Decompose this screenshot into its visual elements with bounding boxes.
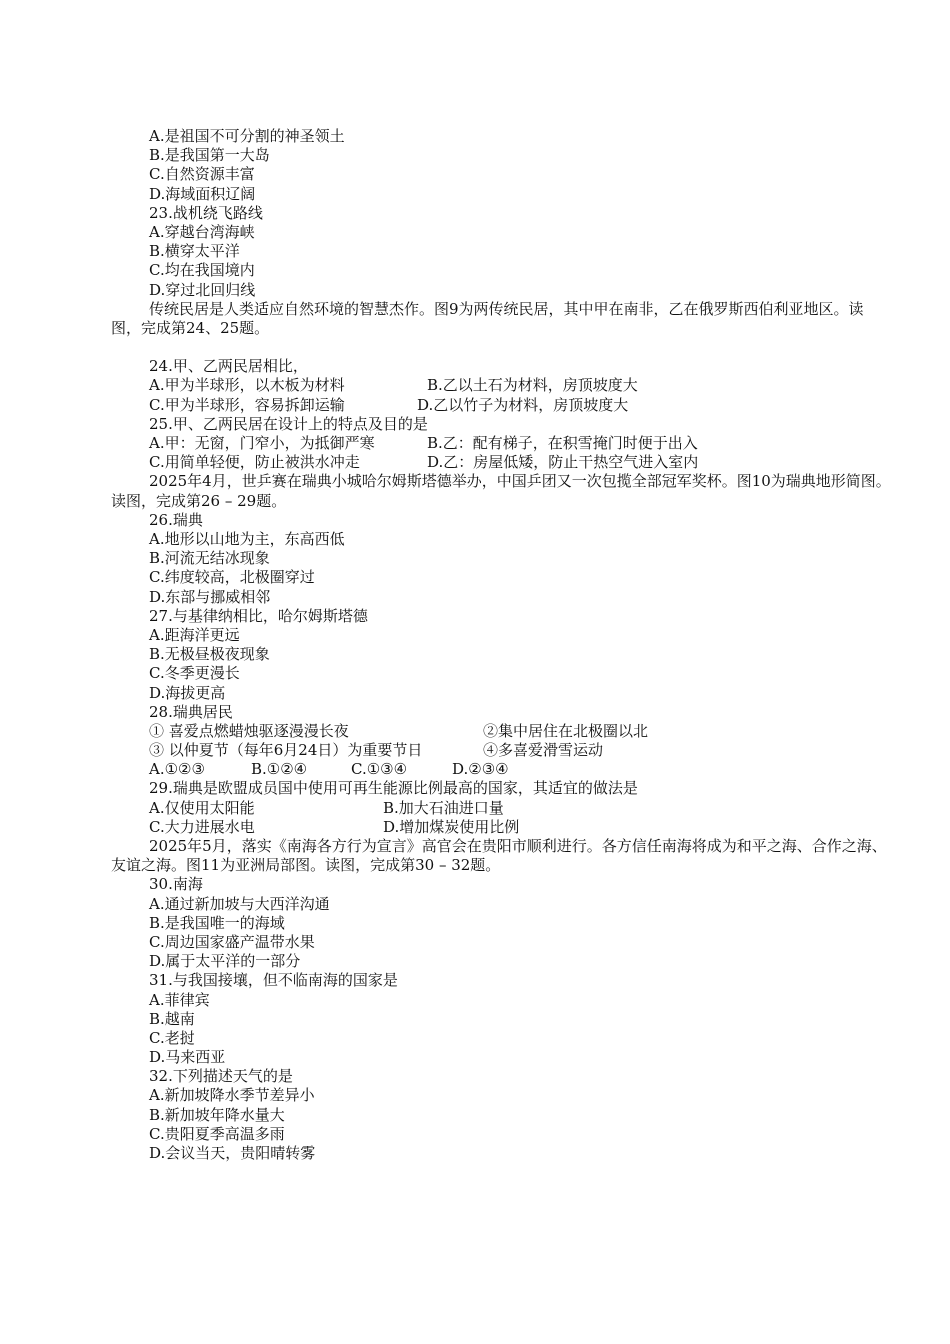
q26-option-d: D.东部与挪威相邻 (149, 587, 271, 606)
q25-option-c: C.用简单轻便，防止被洪水冲走 (149, 453, 360, 472)
q23-stem: 23.战机绕飞路线 (149, 203, 263, 222)
q25-options-row-1 (111, 434, 891, 453)
q28-option-c: C.①③④ (351, 760, 408, 779)
q31-option-d: D.马来西亚 (149, 1048, 226, 1067)
q31-stem: 31.与我国接壤，但不临南海的国家是 (149, 971, 398, 990)
q24-options-row-1 (111, 376, 891, 395)
q24-option-d: D.乙以竹子为材料，房顶坡度大 (417, 395, 629, 414)
q28-item-1: ① 喜爱点燃蜡烛驱逐漫漫长夜 (149, 721, 349, 740)
q30-option-a: A.通过新加坡与大西洋沟通 (149, 894, 330, 913)
q26-option-c: C.纬度较高，北极圈穿过 (149, 568, 315, 587)
q28-option-a: A.①②③ (149, 760, 205, 779)
q27-option-d: D.海拔更高 (149, 683, 226, 702)
q32-option-d: D.会议当天，贵阳晴转雾 (149, 1144, 316, 1163)
q28-options-row (111, 760, 891, 779)
q29-stem: 29.瑞典是欧盟成员国中使用可再生能源比例最高的国家，其适宜的做法是 (149, 779, 638, 798)
q26-stem: 26.瑞典 (149, 510, 203, 529)
q28-stem: 28.瑞典居民 (149, 702, 233, 721)
q28-option-d: D.②③④ (452, 760, 509, 779)
q24-option-a: A.甲为半球形，以木板为材料 (149, 376, 345, 395)
q29-options-row-2 (111, 818, 891, 837)
q29-options-row-1 (111, 799, 891, 818)
q23-option-d: D.穿过北回归线 (149, 280, 256, 299)
q29-option-b: B.加大石油进口量 (383, 798, 504, 817)
q22-option-d: D.海域面积辽阔 (149, 184, 256, 203)
q24-option-b: B.乙以土石为材料，房顶坡度大 (427, 376, 638, 395)
q28-option-b: B.①②④ (251, 760, 308, 779)
q25-option-d: D.乙：房屋低矮，防止干热空气进入室内 (427, 453, 699, 472)
q28-item-3: ③ 以仲夏节（每年6月24日）为重要节日 (149, 741, 423, 760)
q23-option-a: A.穿越台湾海峡 (149, 222, 255, 241)
q27-option-b: B.无极昼极夜现象 (149, 645, 270, 664)
q27-option-a: A.距海洋更远 (149, 625, 240, 644)
q32-stem: 32.下列描述天气的是 (149, 1067, 293, 1086)
q30-option-d: D.属于太平洋的一部分 (149, 952, 301, 971)
q27-option-c: C.冬季更漫长 (149, 664, 240, 683)
q27-stem: 27.与基律纳相比，哈尔姆斯塔德 (149, 606, 368, 625)
q28-items-row-2 (111, 741, 891, 760)
q29-option-c: C.大力进展水电 (149, 817, 255, 836)
q32-option-b: B.新加坡年降水量大 (149, 1105, 285, 1124)
q25-stem: 25.甲、乙两民居在设计上的特点及目的是 (149, 414, 428, 433)
q22-option-a: A.是祖国不可分割的神圣领土 (149, 127, 345, 145)
q23-option-b: B.横穿太平洋 (149, 242, 240, 261)
q24-option-c: C.甲为半球形，容易拆卸运输 (149, 395, 345, 414)
q28-items-row-1 (111, 722, 891, 741)
q23-option-c: C.均在我国境内 (149, 261, 255, 280)
q24-options-row-2 (111, 396, 891, 415)
q24-stem: 24.甲、乙两民居相比， (149, 357, 308, 376)
q31-option-a: A.菲律宾 (149, 990, 210, 1009)
question-content (111, 127, 891, 1163)
q28-item-4: ④多喜爱滑雪运动 (483, 741, 604, 760)
q22-option-b: B.是我国第一大岛 (149, 146, 270, 165)
q26-option-a: A.地形以山地为主，东高西低 (149, 530, 345, 548)
q29-option-d: D.增加煤炭使用比例 (383, 817, 520, 836)
q30-stem: 30.南海 (149, 875, 203, 894)
q22-option-c: C.自然资源丰富 (149, 165, 255, 184)
q25-option-b: B.乙：配有梯子，在积雪掩门时便于出入 (427, 434, 698, 453)
intro-30-32: 2025年5月，落实《南海各方行为宣言》高官会在贵阳市顺利进行。各方信任南海将成为和平之海、合作之海、友谊之海。图11为亚洲局部图。读图，完成第30 – 32题。 (111, 837, 887, 875)
q29-option-a: A.仅使用太阳能 (149, 798, 255, 817)
intro-26-29: 2025年4月，世乒赛在瑞典小城哈尔姆斯塔德举办，中国乒团又一次包揽全部冠军奖杯。图10为瑞典地形简图。读图，完成第26 – 29题。 (111, 472, 891, 510)
q31-option-b: B.越南 (149, 1009, 195, 1028)
q31-option-c: C.老挝 (149, 1028, 195, 1047)
intro-24-25: 传统民居是人类适应自然环境的智慧杰作。图9为两传统民居，其中甲在南非，乙在俄罗斯西伯利亚地区。读图，完成第24、25题。 (111, 299, 864, 337)
q30-option-c: C.周边国家盛产温带水果 (149, 932, 315, 951)
q26-option-b: B.河流无结冰现象 (149, 549, 270, 568)
spacer (111, 338, 891, 357)
q28-item-2: ②集中居住在北极圈以北 (483, 721, 649, 740)
q25-option-a: A.甲：无窗，门窄小，为抵御严寒 (149, 434, 375, 453)
q30-option-b: B.是我国唯一的海域 (149, 913, 285, 932)
q32-option-c: C.贵阳夏季高温多雨 (149, 1124, 285, 1143)
q25-options-row-2 (111, 453, 891, 472)
q32-option-a: A.新加坡降水季节差异小 (149, 1086, 315, 1105)
